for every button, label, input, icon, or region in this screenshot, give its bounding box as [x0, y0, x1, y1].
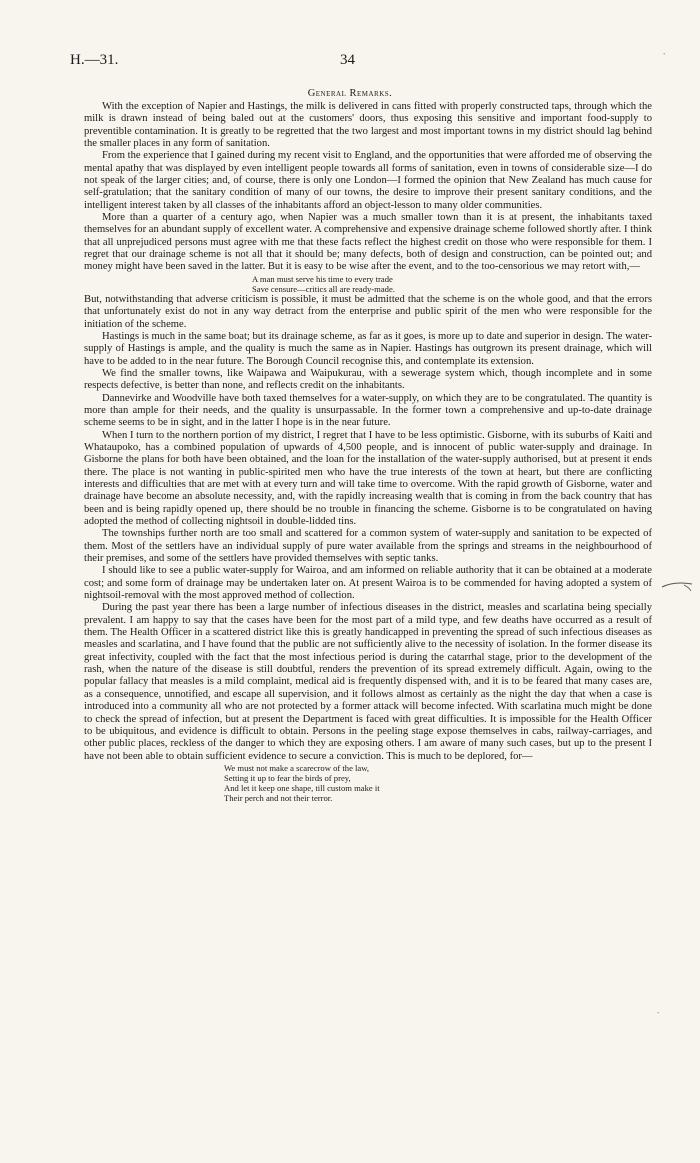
section-title: General Remarks.	[307, 88, 393, 99]
margin-mark-top: ˎ	[662, 44, 666, 55]
verse-line: We must not make a scarecrow of the law,	[224, 762, 370, 773]
document-reference: H.—31.	[70, 52, 119, 68]
margin-mark-bottom: ˏ	[656, 1003, 660, 1014]
verse-quotation-1	[84, 274, 652, 294]
paragraph: But, notwithstanding that adverse criticism is possible, it must be admitted that the scheme is on the whole good, and that the errors that unfortunately exist do not in any way detract from the enterprise and public spirit of the men who were responsible for the initiation of the scheme.	[84, 293, 652, 330]
verse-line: A man must serve his time to every trade	[252, 273, 393, 284]
page-header	[70, 52, 650, 80]
body-text	[84, 101, 652, 803]
verse-quotation-2	[84, 763, 652, 803]
paragraph: With the exception of Napier and Hastings, the milk is delivered in cans fitted with properly constructed taps, through which the milk is drawn instead of being baled out at the customers' doors, thus exposing this sensitive and important food-supply to preventible contamination. It is greatly to be regretted that the two largest and most important towns in my district should lag behind the smaller places in any form of sanitation.	[84, 101, 652, 150]
paragraph: During the past year there has been a large number of infectious diseases in the district, measles and scarlatina being specially prevalent. I am happy to say that the cases have been for the most part of a mild type, and few deaths have occurred as a result of them. The Health Officer in a scattered district like this is greatly handicapped in preventing the spread of such infectious diseases as measles and scarlatina, and I have found that the public are not sufficiently alive to the necessity of isolation. In the former disease its great infectivity, coupled with the fact that the most infectious period is during the catarrhal stage, prior to the development of the rash, when the nature of the disease is still doubtful, renders the prevention of its spread extremely difficult. Again, owing to the popular fallacy that measles is a mild complaint, medical aid is frequently dispensed with, and it is to be feared that many cases are, as a consequence, unnotified, and escape all supervision, and it follows almost as certainly as the night the day that when a case is introduced into a community all who are not protected by a former attack will become infected. With scarlatina much might be done to check the spread of infection, but at present the Department is faced with great difficulties. It is impossible for the Health Officer to be ubiquitous, and evidence is difficult to obtain. Persons in the peeling stage expose themselves in cabs, railway-carriages, and other public places, reckless of the danger to which they are exposing others. I am aware of many such cases, but up to the present I have not been able to obtain sufficient evidence to secure a conviction. This is much to be deplored, for—	[84, 602, 652, 762]
paragraph: I should like to see a public water-supply for Wairoa, and am informed on reliable authority that it can be obtained at a moderate cost; and some form of drainage may be undertaken later on. At present Wairoa is to be commended for having adopted a system of nightsoil-removal with the most approved method of collection.	[84, 565, 652, 602]
paragraph: Dannevirke and Woodville have both taxed themselves for a water-supply, on which they are to be congratulated. The quantity is more than ample for their needs, and the quality is unsurpassable. In the former town a comprehensive and up-to-date drainage scheme seems to be in sight, and in the latter I hope is in the near future.	[84, 392, 652, 429]
verse-line: And let it keep one shape, till custom make it	[224, 782, 380, 793]
paragraph: When I turn to the northern portion of my district, I regret that I have to be less optimistic. Gisborne, with its suburbs of Kaiti and Whataupoko, has a combined population of upwards of 4,500 people, and is innocent of public water-supply and drainage. In Gisborne the plans for both have been obtained, and the loan for the installation of the water-supply authorised, but at present it ends there. The place is not wanting in public-spirited men who have the true interests of the town at heart, but there are conflicting interests and difficulties that are met with at every turn and will take time to overcome. With the rapid growth of Gisborne, water and drainage have become an absolute necessity, and, with the rapidly increasing wealth that is coming in from the back country that has been and is being rapidly opened up, there should be no trouble in financing the scheme. Gisborne is to be congratulated on having adopted the method of collecting nightsoil in double-lidded tins.	[84, 429, 652, 527]
paragraph: From the experience that I gained during my recent visit to England, and the opportunities that were afforded me of observing the mental apathy that was displayed by even intelligent people towards all forms of sanitation, even in towns of considerable size—I do not speak of the larger cities; and, of course, there is only one London—I formed the opinion that New Zealand has much cause for self-gratulation; that the sanitary condition of many of our towns, the desire to improve their present sanitary conditions, and the intelligent interest taken by all classes of the inhabitants afford an object-lesson to many older communities.	[84, 150, 652, 211]
paragraph: More than a quarter of a century ago, when Napier was a much smaller town than it is at present, the inhabitants taxed themselves for an abundant supply of excellent water. A comprehensive and expensive drainage scheme followed shortly after. I think that all unprejudiced persons must agree with me that these facts reflect the highest credit on those who were responsible for them. I regret that our drainage scheme is not all that it should be; many defects, both of design and construction, can be pointed out; and money might have been saved in the latter. But it is easy to be wise after the event, and to the too-censorious we may retort with,—	[84, 212, 652, 273]
verse-line: Their perch and not their terror.	[224, 792, 333, 803]
page-number: 34	[340, 52, 355, 68]
paragraph: We find the smaller towns, like Waipawa and Waipukurau, with a sewerage system which, though incomplete and in some respects defective, is better than none, and reflects credit on the inhabitants.	[84, 367, 652, 392]
paragraph: The townships further north are too small and scattered for a common system of water-supply and sanitation to be expected of them. Most of the settlers have an individual supply of pure water available from the springs and streams in the neighbourhood of their premises, and some of the settlers have provided themselves with septic tanks.	[84, 528, 652, 565]
paragraph: Hastings is much in the same boat; but its drainage scheme, as far as it goes, is more up to date and superior in design. The water-supply of Hastings is ample, and the quality is much the same as in Napier. Hastings has outgrown its present drainage, which will have to be added to in the near future. The Borough Council recognise this, and contemplate its extension.	[84, 330, 652, 367]
verse-line: Save censure—critics all are ready-made.	[252, 283, 395, 294]
margin-pen-mark	[660, 578, 694, 592]
verse-line: Setting it up to fear the birds of prey,	[224, 772, 351, 783]
